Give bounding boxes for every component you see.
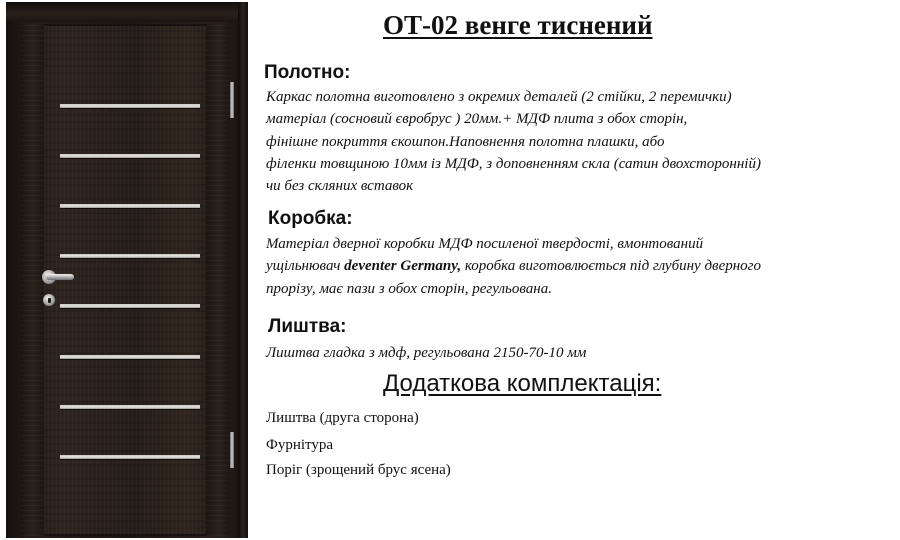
text-fragment: ущільнювач <box>266 258 345 275</box>
glass-insert <box>60 455 200 459</box>
text-line: Матеріал дверної коробки МДФ посиленої твердості, вмонтований <box>266 236 704 252</box>
extras-item: Лиштва (друга сторона) <box>266 410 419 426</box>
glass-insert <box>60 204 200 208</box>
glass-insert <box>60 154 200 158</box>
section-heading-trim: Лиштва: <box>268 316 347 337</box>
hinge-icon <box>230 82 234 118</box>
extras-item: Поріг (зрощений брус ясена) <box>266 462 451 478</box>
hinge-icon <box>230 432 234 468</box>
text-line: Лиштва гладка з мдф, регульована 2150-70-10 мм <box>266 345 587 361</box>
extras-item: Фурнітура <box>266 437 334 453</box>
glass-insert <box>60 304 200 308</box>
text-line <box>266 255 761 277</box>
text-line: філенки товщиною 10мм із МДФ, з доповненням скла (сатин двохсторонній) <box>266 155 761 172</box>
glass-insert <box>60 254 200 258</box>
section-text-frame <box>266 233 761 300</box>
section-text-trim <box>266 342 586 364</box>
text-line: чи без скляних вставок <box>266 178 414 195</box>
door-stile-right <box>206 24 230 536</box>
text-line: фінішне покриття єкошпон.Наповнення полотна плашки, або <box>266 133 665 150</box>
door-handle-icon <box>46 274 74 280</box>
text-line: Каркас полотна виготовлено з окремих деталей (2 стійки, 2 перемички) <box>266 89 732 105</box>
glass-insert <box>60 405 200 409</box>
section-text-leaf <box>266 86 761 197</box>
glass-insert <box>60 355 200 359</box>
section-heading-frame: Коробка: <box>268 208 353 229</box>
extras-title: Додаткова комплектація: <box>383 370 662 397</box>
text-line: матеріал (сосновий євробрус ) 20мм.+ МДФ плита з обох сторін, <box>266 111 688 128</box>
section-heading-leaf: Полотно: <box>264 62 351 83</box>
keyhole-slot <box>48 298 51 303</box>
text-line: прорізу, має пази з обох сторін, регульована. <box>266 280 552 297</box>
brand-name: deventer Germany, <box>344 258 462 275</box>
door-image <box>6 2 248 538</box>
door-frame-side <box>238 2 248 538</box>
door-stile-left <box>20 24 44 536</box>
page-title: ОТ-02 венге тиснений <box>383 10 653 40</box>
text-fragment: коробка виготовлюється під глубину дверного <box>461 258 762 275</box>
door-frame-top <box>6 2 248 22</box>
glass-insert <box>60 104 200 108</box>
